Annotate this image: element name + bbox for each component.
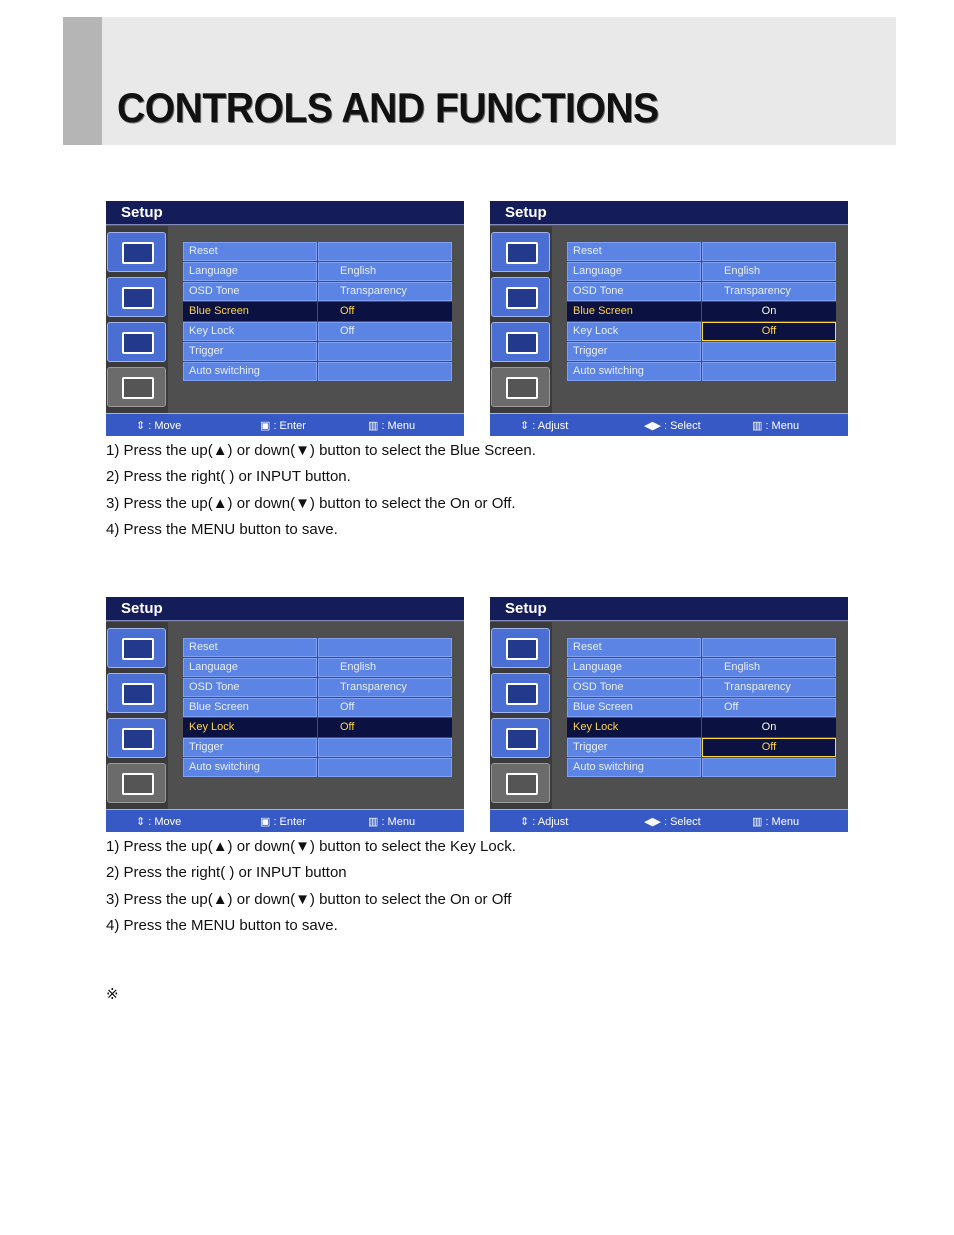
footer-hint-1: ⇕ : Adjust: [520, 420, 569, 432]
footer-hint-3: ▥ : Menu: [752, 816, 800, 828]
footer-hint-3: ▥ : Menu: [752, 420, 800, 432]
picture-icon[interactable]: [491, 232, 550, 272]
osd-row-language[interactable]: Language English: [183, 658, 453, 678]
osd-row-osd-tone[interactable]: OSD Tone Transparency: [183, 282, 453, 302]
osd-row-auto-switching[interactable]: Auto switching: [567, 758, 837, 778]
osd-sidebar: [490, 622, 552, 809]
video-icon[interactable]: [491, 673, 550, 713]
osd-title: Setup: [121, 600, 163, 617]
display-icon[interactable]: [107, 322, 166, 362]
osd-row-auto-switching[interactable]: Auto switching: [183, 758, 453, 778]
osd-sidebar: [106, 622, 168, 809]
osd-footer: [106, 809, 464, 832]
osd-main: [168, 622, 464, 809]
step-text: 4) Press the MENU button to save.: [106, 521, 338, 538]
osd-titlebar: [490, 597, 848, 621]
osd-row-key-lock[interactable]: Key Lock Off: [567, 322, 837, 342]
display-icon[interactable]: [491, 718, 550, 758]
video-icon[interactable]: [107, 673, 166, 713]
osd-panel-3: [106, 597, 464, 832]
step-text: 1) Press the up(▲) or down(▼) button to select the Blue Screen.: [106, 442, 536, 459]
footer-hint-2: ▣ : Enter: [260, 816, 306, 828]
setup-tools-icon[interactable]: [491, 763, 550, 803]
osd-row-key-lock[interactable]: Key Lock On: [567, 718, 837, 738]
display-icon[interactable]: [107, 718, 166, 758]
footer-hint-2: ◀▶ : Select: [644, 816, 701, 828]
footer-hint-3: ▥ : Menu: [368, 420, 416, 432]
osd-title: Setup: [505, 204, 547, 221]
osd-table: [567, 242, 837, 382]
osd-footer: [106, 413, 464, 436]
step-text: 1) Press the up(▲) or down(▼) button to select the Key Lock.: [106, 838, 516, 855]
osd-row-trigger[interactable]: Trigger: [183, 738, 453, 758]
osd-main: [552, 622, 848, 809]
osd-sidebar: [490, 226, 552, 413]
video-icon[interactable]: [107, 277, 166, 317]
osd-panel-1: [106, 201, 464, 436]
osd-sidebar: [106, 226, 168, 413]
osd-row-trigger[interactable]: Trigger: [183, 342, 453, 362]
osd-row-osd-tone[interactable]: OSD Tone Transparency: [567, 678, 837, 698]
setup-tools-icon[interactable]: [107, 367, 166, 407]
step-text: 3) Press the up(▲) or down(▼) button to select the On or Off: [106, 891, 512, 908]
osd-row-language[interactable]: Language English: [567, 658, 837, 678]
osd-titlebar: [106, 597, 464, 621]
picture-icon[interactable]: [107, 232, 166, 272]
video-icon[interactable]: [491, 277, 550, 317]
osd-main: [168, 226, 464, 413]
footer-hint-2: ◀▶ : Select: [644, 420, 701, 432]
footer-hint-3: ▥ : Menu: [368, 816, 416, 828]
osd-table: [183, 638, 453, 778]
osd-row-key-lock[interactable]: Key Lock Off: [183, 322, 453, 342]
step-text: 2) Press the right( ) or INPUT button.: [106, 468, 351, 485]
osd-table: [183, 242, 453, 382]
osd-title: Setup: [505, 600, 547, 617]
picture-icon[interactable]: [491, 628, 550, 668]
osd-row-reset[interactable]: Reset: [567, 242, 837, 262]
osd-row-auto-switching[interactable]: Auto switching: [183, 362, 453, 382]
step-text: 3) Press the up(▲) or down(▼) button to select the On or Off.: [106, 495, 516, 512]
footer-hint-1: ⇕ : Move: [136, 420, 182, 432]
setup-tools-icon[interactable]: [107, 763, 166, 803]
footer-hint-1: ⇕ : Move: [136, 816, 182, 828]
osd-footer: [490, 413, 848, 436]
osd-row-osd-tone[interactable]: OSD Tone Transparency: [183, 678, 453, 698]
osd-titlebar: [106, 201, 464, 225]
osd-row-language[interactable]: Language English: [567, 262, 837, 282]
osd-row-reset[interactable]: Reset: [567, 638, 837, 658]
osd-row-blue-screen[interactable]: Blue Screen Off: [183, 302, 453, 322]
osd-row-blue-screen[interactable]: Blue Screen Off: [183, 698, 453, 718]
osd-panel-4: [490, 597, 848, 832]
display-icon[interactable]: [491, 322, 550, 362]
osd-main: [552, 226, 848, 413]
osd-row-blue-screen[interactable]: Blue Screen On: [567, 302, 837, 322]
header-accent: [63, 17, 102, 145]
picture-icon[interactable]: [107, 628, 166, 668]
page-title: CONTROLS AND FUNCTIONS: [117, 84, 659, 131]
step-text: 4) Press the MENU button to save.: [106, 917, 338, 934]
osd-row-reset[interactable]: Reset: [183, 242, 453, 262]
osd-titlebar: [490, 201, 848, 225]
osd-row-auto-switching[interactable]: Auto switching: [567, 362, 837, 382]
osd-footer: [490, 809, 848, 832]
osd-row-key-lock[interactable]: Key Lock Off: [183, 718, 453, 738]
step-text: 2) Press the right( ) or INPUT button: [106, 864, 347, 881]
footer-hint-1: ⇕ : Adjust: [520, 816, 569, 828]
osd-row-language[interactable]: Language English: [183, 262, 453, 282]
osd-title: Setup: [121, 204, 163, 221]
osd-row-trigger[interactable]: Trigger: [567, 342, 837, 362]
setup-tools-icon[interactable]: [491, 367, 550, 407]
note-mark: ※: [106, 986, 119, 1003]
footer-hint-2: ▣ : Enter: [260, 420, 306, 432]
osd-table: [567, 638, 837, 778]
osd-panel-2: [490, 201, 848, 436]
osd-row-reset[interactable]: Reset: [183, 638, 453, 658]
osd-row-osd-tone[interactable]: OSD Tone Transparency: [567, 282, 837, 302]
osd-row-trigger[interactable]: Trigger Off: [567, 738, 837, 758]
osd-row-blue-screen[interactable]: Blue Screen Off: [567, 698, 837, 718]
